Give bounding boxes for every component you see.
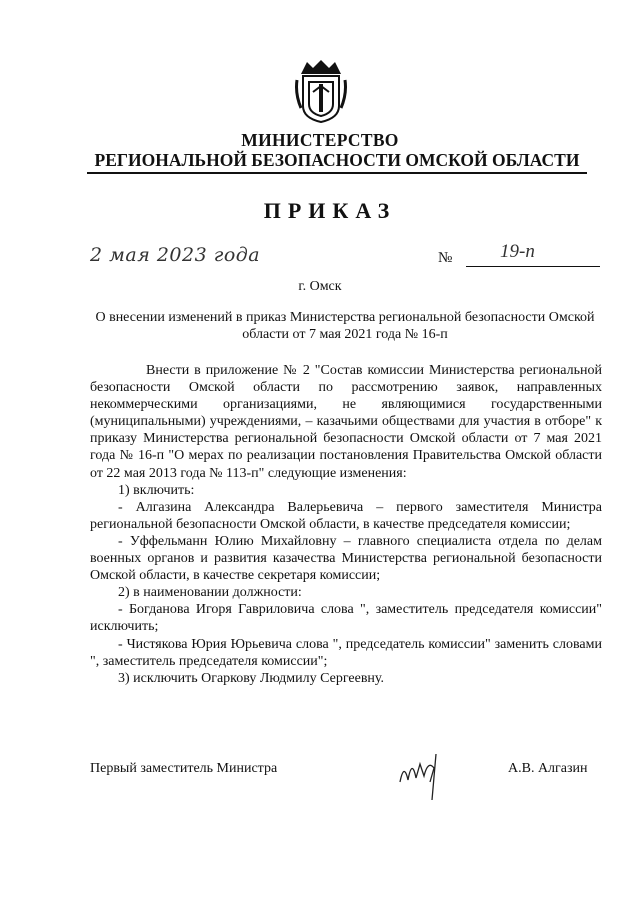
signatory-position: Первый заместитель Министра <box>90 761 278 776</box>
body-paragraph: Внести в приложение № 2 "Состав комиссии Министерства региональной безопасности Омской области по рассмотрению заявок, направленных некоммерческими организациями, не являющимися государственными (муниципальными) учреждениями, – казачьими обществами для участия в отборе" к приказу Министерства региональной безопасности Омской области от 7 мая 2021 года № 16-п "О мерах по реализации постановления Правительства Омской области от 22 мая 2013 года № 113-п" следующие изменения: <box>90 363 602 481</box>
body-paragraph: - Чистякова Юрия Юрьевича слова ", председатель комиссии" заменить словами ", заместитель председателя комиссии"; <box>90 636 602 669</box>
document-type-title: ПРИКАЗ <box>263 198 397 223</box>
body-paragraph: - Уффельманн Юлию Михайловну – главного специалиста отдела по делам военных органов и развития казачества Министерства региональной безопасности Омской области, в качестве секретаря комиссии; <box>90 533 602 584</box>
number-label: № <box>438 250 453 266</box>
body-paragraph: 3) исключить Огаркову Людмилу Сергеевну. <box>118 670 385 686</box>
document-body <box>90 362 602 687</box>
number-underline <box>466 266 600 267</box>
header-rule <box>87 172 587 174</box>
ministry-title-line1: МИНИСТЕРСТВО <box>241 130 399 150</box>
document-subject: О внесении изменений в приказ Министерства региональной безопасности Омской области от 7 мая 2021 года № 16-п <box>95 310 595 342</box>
document-number: 19-п <box>500 241 535 262</box>
signatory-name: А.В. Алгазин <box>508 761 588 776</box>
body-paragraph: 2) в наименовании должности: <box>118 585 302 601</box>
omsk-coat-of-arms-icon <box>295 58 347 124</box>
document-date: 2 мая 2023 года <box>90 244 261 266</box>
body-paragraph: 1) включить: <box>118 482 195 498</box>
body-paragraph: - Алгазина Александра Валерьевича – первого заместителя Министра региональной безопасности Омской области, в качестве председателя комиссии; <box>90 499 602 532</box>
handwritten-signature-icon <box>390 742 452 804</box>
document-city: г. Омск <box>298 279 342 294</box>
body-paragraph: - Богданова Игоря Гавриловича слова ", заместитель председателя комиссии" исключить; <box>90 602 602 635</box>
ministry-title-line2: РЕГИОНАЛЬНОЙ БЕЗОПАСНОСТИ ОМСКОЙ ОБЛАСТИ <box>94 150 580 170</box>
